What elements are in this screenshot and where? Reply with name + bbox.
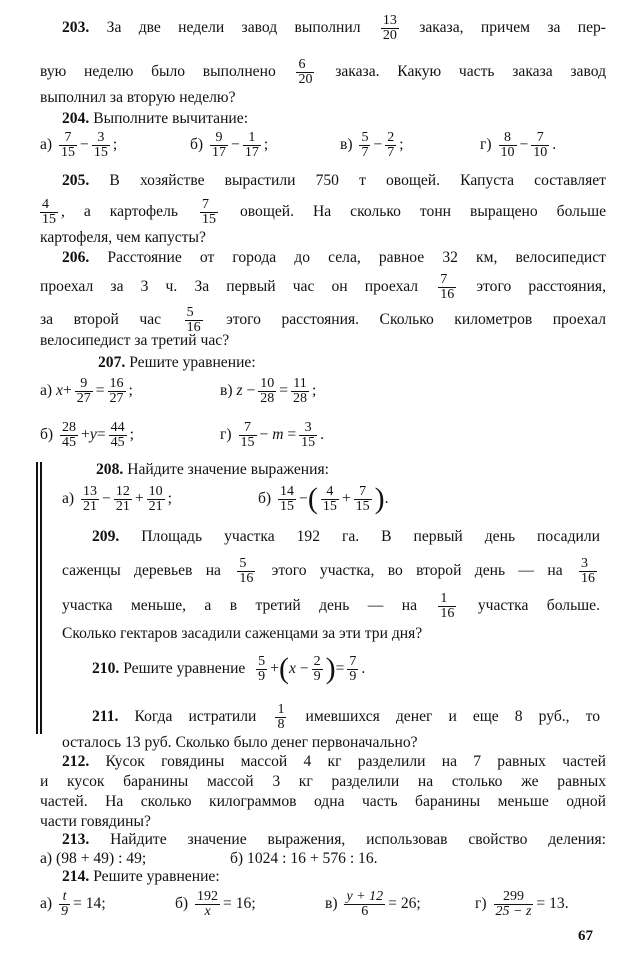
- p203-line2: [40, 58, 606, 87]
- problem-number: 214.: [62, 868, 90, 885]
- fraction: $\frac{1}{16}$: [440, 591, 455, 621]
- problem-number: 206.: [62, 249, 90, 266]
- problem-number: 203.: [62, 19, 90, 37]
- p206-line2: [40, 273, 606, 302]
- margin-bar: [36, 462, 38, 734]
- p214-heading: [40, 867, 606, 887]
- p208-heading: [40, 460, 606, 480]
- p210-row: 210. Решите уравнение $\frac{5}{9}$ + ( x − $\frac{2}{9}$ ) = $\frac{7}{9}$ .: [92, 652, 366, 685]
- p207-heading: [40, 353, 606, 373]
- p207-a: а) x + $\frac{9}{27}$ = $\frac{16}{27}$ ;: [40, 375, 133, 406]
- text: этого расстояния,: [476, 278, 607, 296]
- text: проехал за 3 ч. За первый час он проехал: [40, 278, 419, 296]
- text: Решите уравнение:: [93, 868, 220, 885]
- p204-items: [40, 128, 606, 162]
- text: участка больше.: [477, 597, 601, 615]
- problem-number: 211.: [92, 708, 119, 726]
- p204-c: в) $\frac{5}{7}$ − $\frac{2}{7}$ ;: [340, 129, 404, 160]
- text: овощей. На сколько тонн выращено больше: [239, 203, 606, 221]
- p204-a: а) $\frac{7}{15}$ − $\frac{3}{15}$ ;: [40, 129, 118, 160]
- fraction: $\frac{13}{20}$: [382, 13, 397, 43]
- fraction: $\frac{5}{16}$: [186, 305, 201, 335]
- text: Выполните вычитание:: [93, 110, 249, 127]
- text: вую неделю было выполнено: [40, 63, 276, 81]
- text: заказа. Какую часть заказа завод: [335, 63, 606, 81]
- text: Площадь участка 192 га. В первый день посадили: [141, 528, 600, 545]
- text: Когда истратили: [134, 708, 257, 726]
- p209-line2: [62, 557, 600, 586]
- text: , а картофель: [61, 203, 178, 221]
- p212-line4: части говядины?: [40, 813, 151, 830]
- p204-b: б) $\frac{9}{17}$ − $\frac{1}{17}$ ;: [190, 129, 269, 160]
- p207-row1: [40, 374, 606, 408]
- p205-line2: [40, 198, 606, 227]
- margin-bar: [40, 462, 42, 734]
- p213-a: а) (98 + 49) : 49;: [40, 850, 147, 867]
- text: участка меньше, а в третий день — на: [62, 597, 418, 615]
- p208-a: а) $\frac{13}{21}$ − $\frac{12}{21}$ + $\frac{10}{21}$ ;: [62, 483, 172, 514]
- problem-number: 204.: [62, 110, 90, 127]
- p208-b: б) $\frac{14}{15}$ − ( $\frac{4}{15}$ + $\frac{7}{15}$ ) .: [258, 482, 389, 515]
- text: Решите уравнение: [123, 660, 246, 677]
- p214-row: [40, 887, 606, 921]
- p213-b: б) 1024 : 16 + 576 : 16.: [230, 850, 378, 867]
- p214-b: б) $\frac{192}{x}$ = 16;: [175, 888, 256, 919]
- p213-line1: [40, 830, 606, 850]
- fraction: $\frac{6}{20}$: [298, 57, 313, 87]
- fraction: $\frac{7}{16}$: [440, 272, 455, 302]
- p207-d: г) $\frac{7}{15}$ − m = $\frac{3}{15}$ .: [220, 419, 325, 450]
- p204-heading: [40, 109, 606, 129]
- text: Расстояние от города до села, равное 32 км, велосипедист: [107, 249, 606, 266]
- fraction: $\frac{4}{15}$: [42, 197, 56, 227]
- p211-line1: [62, 703, 600, 732]
- p207-b: б) $\frac{28}{45}$ + y = $\frac{44}{45}$ ;: [40, 419, 134, 450]
- fraction: $\frac{7}{15}$: [201, 197, 216, 227]
- problem-number: 207.: [98, 354, 126, 371]
- p211-line2: осталось 13 руб. Сколько было денег первоначально?: [62, 734, 418, 751]
- p205-line1: [40, 171, 606, 191]
- text: заказа, причем за пер-: [419, 19, 606, 37]
- fraction: $\frac{3}{16}$: [580, 556, 595, 586]
- p207-c: в) z − $\frac{10}{28}$ = $\frac{11}{28}$ ;: [220, 375, 317, 406]
- p205-line3: картофеля, чем капусты?: [40, 229, 206, 246]
- p213-line2: [40, 849, 606, 869]
- p204-d: г) $\frac{8}{10}$ − $\frac{7}{10}$ .: [480, 129, 557, 160]
- text: Найдите значение выражения:: [127, 461, 329, 478]
- p206-line4: велосипедист за третий час?: [40, 332, 230, 349]
- p209-line3: [62, 592, 600, 621]
- text: Решите уравнение:: [129, 354, 256, 371]
- page-number: 67: [578, 928, 593, 944]
- p212-line2: и кусок баранины массой 3 кг разделили на столько же равных: [40, 773, 606, 790]
- text: имевшихся денег и еще 8 руб., то: [305, 708, 601, 726]
- text: Кусок говядины массой 4 кг разделили на 7 равных частей: [105, 753, 606, 770]
- p209-line1: [62, 527, 600, 547]
- p206-line1: [40, 248, 606, 268]
- p214-d: г) $\frac{299}{25 - z}$ = 13.: [475, 888, 569, 919]
- problem-number: 212.: [62, 753, 90, 770]
- p209-line4: Сколько гектаров засадили саженцами за эти три дня?: [62, 625, 423, 642]
- p203-line3: выполнил за вторую неделю?: [40, 89, 236, 106]
- problem-number: 208.: [96, 461, 124, 478]
- text: этого участка, во второй день — на: [271, 562, 563, 580]
- p212-line1: [40, 752, 606, 772]
- text: В хозяйстве вырастили 750 т овощей. Капуста составляет: [109, 172, 606, 189]
- p214-c: в) $\frac{y + 12}{6}$ = 26;: [325, 888, 421, 919]
- p214-a: а) $\frac{t}{9}$ = 14;: [40, 888, 106, 919]
- p208-row: [62, 482, 606, 516]
- problem-number: 213.: [62, 831, 90, 848]
- text: этого расстояния. Сколько километров проехал: [226, 311, 606, 329]
- problem-number: 205.: [62, 172, 90, 189]
- text: Найдите значение выражения, использовав свойство деления:: [110, 831, 606, 848]
- fraction: $\frac{5}{16}$: [239, 556, 254, 586]
- p207-row2: [40, 418, 606, 452]
- text: За две недели завод выполнил: [106, 19, 361, 37]
- fraction: $\frac{1}{8}$: [277, 702, 285, 732]
- p203-line1: [40, 14, 606, 43]
- problem-number: 209.: [92, 528, 120, 545]
- problem-number: 210.: [92, 660, 120, 677]
- text: саженцы деревьев на: [62, 562, 221, 580]
- text: за второй час: [40, 311, 162, 329]
- p212-line3: частей. На сколько килограммов одна часть баранины меньше одной: [40, 793, 606, 810]
